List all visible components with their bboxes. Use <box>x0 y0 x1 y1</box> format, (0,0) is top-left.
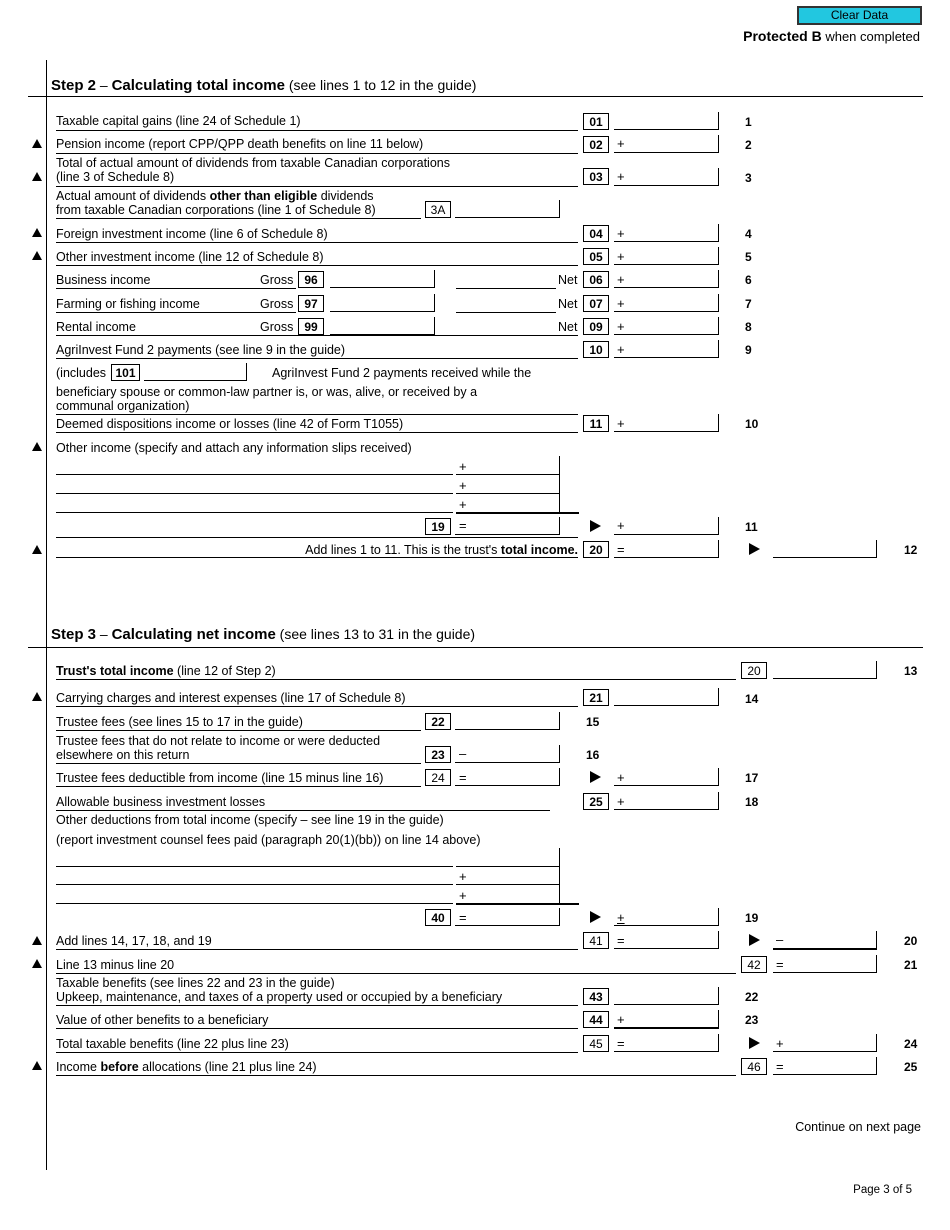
line-number-12: 12 <box>904 543 918 557</box>
code-25: 25 <box>583 793 609 810</box>
line19-field-end <box>559 517 560 535</box>
line24-field-end <box>876 1034 877 1052</box>
triangle-marker <box>32 139 42 148</box>
code-24: 24 <box>425 769 451 786</box>
line2-underline <box>56 153 578 154</box>
line45-field[interactable] <box>614 1034 718 1052</box>
triangle-marker <box>32 959 42 968</box>
arrow-right-icon <box>590 771 601 783</box>
line11-amount-field[interactable] <box>614 517 718 535</box>
line12-total-income-field[interactable] <box>773 540 876 558</box>
plus-sign: + <box>617 518 625 533</box>
line15-amount-field[interactable] <box>455 712 559 730</box>
line-number-21: 21 <box>904 958 918 972</box>
line3-amount-field[interactable] <box>614 168 718 186</box>
line12-label <box>305 543 578 557</box>
other-deductions-amt-1[interactable] <box>456 866 559 867</box>
line17-field-end <box>718 768 719 786</box>
line3-label-a: Total of actual amount of dividends from taxable Canadian corporations <box>56 156 450 170</box>
code-03: 03 <box>583 168 609 185</box>
protected-b-notice <box>743 28 920 44</box>
plus-sign: + <box>459 459 467 474</box>
line23-label: Value of other benefits to a beneficiary <box>56 1013 269 1027</box>
line3A-amount-field[interactable] <box>455 200 559 218</box>
line25-label <box>56 1060 317 1074</box>
line11-field-end <box>718 517 719 535</box>
includes-text-b: AgriInvest Fund 2 payments received while the <box>272 366 532 380</box>
line-number-24: 24 <box>904 1037 918 1051</box>
page-number: Page 3 of 5 <box>853 1184 912 1196</box>
line-number-15: 15 <box>586 715 600 729</box>
line7-field-end <box>718 294 719 312</box>
line20-field-end <box>718 540 719 558</box>
plus-sign: + <box>459 869 467 884</box>
line4-label: Foreign investment income (line 6 of Schedule 8) <box>56 227 328 241</box>
line24-underline <box>56 1052 578 1053</box>
line20-total-field[interactable] <box>614 540 718 558</box>
plus-sign: + <box>459 497 467 512</box>
line21-field-end <box>876 955 877 973</box>
protected-b-label: Protected B <box>743 28 822 44</box>
line45-field-end <box>718 1034 719 1052</box>
line-number-20: 20 <box>904 934 918 948</box>
other-income-spec-2[interactable] <box>56 493 453 494</box>
code-02: 02 <box>583 136 609 153</box>
line8-amount-field[interactable] <box>614 317 718 335</box>
business-net-underline <box>456 288 556 289</box>
line13-amount-field[interactable] <box>773 661 876 679</box>
agriinvest-101-field[interactable] <box>144 363 246 381</box>
line7-underline <box>56 312 296 313</box>
protected-b-suffix: when completed <box>821 29 920 44</box>
equals-sign: = <box>776 1059 784 1074</box>
other-deductions-spec-3[interactable] <box>56 903 453 904</box>
code-46: 46 <box>741 1058 767 1075</box>
line19-amount-field[interactable] <box>614 908 718 926</box>
line5-field-end <box>718 247 719 265</box>
step2-title-step: Step 2 <box>51 77 97 94</box>
farming-gross-end <box>434 294 435 312</box>
code-41: 41 <box>583 932 609 949</box>
line14-label: Carrying charges and interest expenses (line 17 of Schedule 8) <box>56 691 406 705</box>
line24-label: Total taxable benefits (line 22 plus line 23) <box>56 1037 289 1051</box>
code-01: 01 <box>583 113 609 130</box>
net-label: Net <box>558 320 578 334</box>
line16-amount-field[interactable] <box>455 745 559 763</box>
arrow-right-icon <box>590 911 601 923</box>
code-05: 05 <box>583 248 609 265</box>
net-label: Net <box>558 273 578 287</box>
line16-label-b: elsewhere on this return <box>56 748 190 762</box>
code-40: 40 <box>425 909 451 926</box>
other-income-amt-2[interactable] <box>456 493 559 494</box>
plus-sign: + <box>459 478 467 493</box>
line17-subtotal-field[interactable] <box>455 768 559 786</box>
line2-label: Pension income (report CPP/QPP death benefits on line 11 below) <box>56 137 424 151</box>
line3A-text-pre: Actual amount of dividends <box>56 189 210 203</box>
equals-sign: = <box>459 770 467 785</box>
code-3A: 3A <box>425 201 451 218</box>
code-99: 99 <box>298 318 324 335</box>
line20-field-end <box>876 931 877 950</box>
line20-underline <box>56 949 578 950</box>
line23-field-end <box>718 1010 719 1029</box>
farming-net-underline <box>456 312 556 313</box>
line22-field-end <box>718 987 719 1005</box>
plus-sign: + <box>617 169 625 184</box>
line-number-13: 13 <box>904 664 918 678</box>
line10-topline <box>56 414 578 415</box>
triangle-marker <box>32 545 42 554</box>
line14-amount-field[interactable] <box>614 688 718 706</box>
equals-sign: = <box>617 1036 625 1051</box>
line10-field-end <box>718 414 719 432</box>
line13-label <box>56 664 276 678</box>
triangle-marker <box>32 692 42 701</box>
line6-label: Business income <box>56 273 151 287</box>
line2-amount-field[interactable] <box>614 135 718 153</box>
includes-open-label: (includes <box>56 366 107 380</box>
line-number-2: 2 <box>745 138 752 152</box>
code-10: 10 <box>583 341 609 358</box>
other-deductions-amt-3[interactable] <box>456 903 579 905</box>
line-number-4: 4 <box>745 227 752 241</box>
line-number-11: 11 <box>745 520 758 534</box>
step3-title-main: Calculating net income <box>111 626 276 643</box>
minus-sign: – <box>459 746 467 761</box>
other-income-amt-3[interactable] <box>456 512 579 514</box>
code-23: 23 <box>425 746 451 763</box>
line9-field-end <box>718 340 719 358</box>
line-number-7: 7 <box>745 297 752 311</box>
line6-underline <box>56 288 296 289</box>
line-number-1: 1 <box>745 115 752 129</box>
line19-field-end <box>718 908 719 926</box>
step2-title-note: (see lines 1 to 12 in the guide) <box>284 77 477 93</box>
line22-underline <box>56 1005 578 1006</box>
line1-amount-field[interactable] <box>614 112 718 130</box>
line25-underline <box>56 1075 736 1076</box>
line5-amount-field[interactable] <box>614 247 718 265</box>
line22-label-a: Taxable benefits (see lines 22 and 23 in the guide) <box>56 976 335 990</box>
line25-text-pre: Income <box>56 1060 101 1074</box>
line15-field-end <box>559 712 560 730</box>
line8-field-end <box>718 317 719 335</box>
line18-label: Allowable business investment losses <box>56 795 266 809</box>
left-margin-rule <box>46 60 47 1170</box>
plus-sign: + <box>617 770 625 785</box>
line9-underline <box>56 358 578 359</box>
clear-data-button[interactable]: Clear Data <box>797 6 922 25</box>
plus-sign: + <box>617 296 625 311</box>
line-number-5: 5 <box>745 250 752 264</box>
line41-field[interactable] <box>614 931 718 949</box>
plus-sign: + <box>776 1036 784 1051</box>
line7-amount-field[interactable] <box>614 294 718 312</box>
line3A-text-bold: other than eligible <box>209 189 318 203</box>
line-number-6: 6 <box>745 273 752 287</box>
other-income-spec-1[interactable] <box>56 474 453 475</box>
arrow-right-icon <box>749 543 760 555</box>
other-income-amt-1[interactable] <box>456 474 559 475</box>
line23-underline <box>56 1028 578 1029</box>
code-20-ref: 20 <box>741 662 767 679</box>
includes-text-c: beneficiary spouse or common-law partner is, or was, alive, or received by a <box>56 385 478 399</box>
line40-field-end <box>559 908 560 926</box>
code-07: 07 <box>583 295 609 312</box>
other-income-spec-3[interactable] <box>56 512 453 513</box>
line10-label: Deemed dispositions income or losses (line 42 of Form T1055) <box>56 417 404 431</box>
plus-sign: + <box>617 272 625 287</box>
gross-label: Gross <box>260 297 294 311</box>
arrow-right-icon <box>590 520 601 532</box>
code-42: 42 <box>741 956 767 973</box>
line6-amount-field[interactable] <box>614 270 718 288</box>
line25-amount-field[interactable] <box>773 1057 876 1075</box>
business-gross-end <box>434 270 435 288</box>
line25-text-bold: before <box>100 1060 139 1074</box>
agriinvest-101-end <box>246 363 247 381</box>
code-44: 44 <box>583 1011 609 1028</box>
line-number-9: 9 <box>745 343 752 357</box>
other-deductions-amt-2[interactable] <box>456 884 559 885</box>
line23-amount-field[interactable] <box>614 1027 718 1029</box>
triangle-marker <box>32 228 42 237</box>
line5-underline <box>56 265 578 266</box>
line21-label: Line 13 minus line 20 <box>56 958 175 972</box>
line22-amount-field[interactable] <box>614 987 718 1005</box>
code-22: 22 <box>425 713 451 730</box>
line-number-10: 10 <box>745 417 759 431</box>
line16-field-end <box>559 745 560 763</box>
line3A-field-end <box>559 200 560 218</box>
line13-text-rest: (line 12 of Step 2) <box>173 664 276 678</box>
code-21: 21 <box>583 689 609 706</box>
arrow-right-icon <box>749 1037 760 1049</box>
step3-title <box>51 626 475 643</box>
plus-sign: + <box>617 1012 625 1027</box>
line19-label-b: (report investment counsel fees paid (paragraph 20(1)(bb)) on line 14 above) <box>56 833 481 847</box>
triangle-marker <box>32 442 42 451</box>
line-number-8: 8 <box>745 320 752 334</box>
line3-label-b: (line 3 of Schedule 8) <box>56 170 175 184</box>
code-20: 20 <box>583 541 609 558</box>
code-11: 11 <box>583 415 609 432</box>
business-gross-field[interactable] <box>330 270 434 288</box>
line11-label: Other income (specify and attach any information slips received) <box>56 441 412 455</box>
line24-amount-field[interactable] <box>773 1034 876 1052</box>
line-number-23: 23 <box>745 1013 759 1027</box>
line-number-16: 16 <box>586 748 600 762</box>
gross-label: Gross <box>260 273 294 287</box>
code-101: 101 <box>111 364 140 381</box>
gross-label: Gross <box>260 320 294 334</box>
line7-label: Farming or fishing income <box>56 297 200 311</box>
code-43: 43 <box>583 988 609 1005</box>
line18-amount-field[interactable] <box>614 792 718 810</box>
line16-underline <box>56 763 421 764</box>
step3-title-dash: – <box>96 626 112 642</box>
line-number-3: 3 <box>745 171 752 185</box>
line41-field-end <box>718 931 719 949</box>
line3-field-end <box>718 168 719 186</box>
triangle-marker <box>32 1061 42 1070</box>
line-number-25: 25 <box>904 1060 918 1074</box>
line3A-underline <box>56 218 421 219</box>
line3-underline <box>56 186 578 187</box>
line20-total-field[interactable] <box>773 948 876 950</box>
line13-underline <box>56 679 736 680</box>
line9-amount-field[interactable] <box>614 340 718 358</box>
line4-field-end <box>718 224 719 242</box>
line12-field-end <box>876 540 877 558</box>
step3-title-note: (see lines 13 to 31 in the guide) <box>275 626 476 642</box>
equals-sign: = <box>459 910 467 925</box>
line20-label: Add lines 14, 17, 18, and 19 <box>56 934 212 948</box>
line12-underline <box>56 557 578 558</box>
line13-text-bold: Trust's total income <box>56 664 174 678</box>
line13-field-end <box>876 661 877 679</box>
rental-gross-end <box>434 317 435 335</box>
other-deductions-column-rule <box>559 848 560 905</box>
line3A-text-post: dividends <box>317 189 374 203</box>
line17-amount-field[interactable] <box>614 768 718 786</box>
line9-label: AgriInvest Fund 2 payments (see line 9 in the guide) <box>56 343 346 357</box>
line3A-label-a <box>56 189 374 203</box>
other-deductions-spec-2[interactable] <box>56 884 453 885</box>
line17-underline <box>56 786 421 787</box>
line10-underline <box>56 432 578 433</box>
line21-underline <box>56 973 736 974</box>
line8-label: Rental income <box>56 320 136 334</box>
plus-sign: + <box>617 910 625 925</box>
line25-text-post: allocations (line 21 plus line 24) <box>138 1060 317 1074</box>
plus-sign: + <box>617 136 625 151</box>
line1-underline <box>56 130 578 131</box>
line18-underline <box>56 810 550 811</box>
code-04: 04 <box>583 225 609 242</box>
code-19: 19 <box>425 518 451 535</box>
plus-sign: + <box>617 794 625 809</box>
line-number-18: 18 <box>745 795 759 809</box>
triangle-marker <box>32 251 42 260</box>
other-income-column-rule <box>559 456 560 514</box>
line22-label-b: Upkeep, maintenance, and taxes of a property used or occupied by a beneficiary <box>56 990 503 1004</box>
step2-title-main: Calculating total income <box>111 77 285 94</box>
line14-underline <box>56 706 578 707</box>
equals-sign: = <box>776 957 784 972</box>
line-number-17: 17 <box>745 771 759 785</box>
line1-field-end <box>718 112 719 130</box>
step3-title-rule <box>28 647 923 648</box>
other-deductions-spec-1[interactable] <box>56 866 453 867</box>
line19-label-a: Other deductions from total income (specify – see line 19 in the guide) <box>56 813 444 827</box>
line14-field-end <box>718 688 719 706</box>
step2-title-dash: – <box>96 77 112 93</box>
line8-underline <box>56 335 578 336</box>
line11-separator <box>56 537 578 538</box>
line12-text-pre: Add lines 1 to 11. This is the trust's <box>305 543 501 557</box>
code-97: 97 <box>298 295 324 312</box>
code-09: 09 <box>583 318 609 335</box>
equals-sign: = <box>459 518 467 533</box>
equals-sign: = <box>617 933 625 948</box>
plus-sign: + <box>617 226 625 241</box>
line17-label: Trustee fees deductible from income (line 15 minus line 16) <box>56 771 384 785</box>
line16-label-a: Trustee fees that do not relate to income or were deducted <box>56 734 381 748</box>
line18-field-end <box>718 792 719 810</box>
arrow-right-icon <box>749 934 760 946</box>
rental-gross-field[interactable] <box>330 317 434 335</box>
line-number-14: 14 <box>745 692 759 706</box>
line15-underline <box>56 730 421 731</box>
step3-title-step: Step 3 <box>51 626 97 643</box>
plus-sign: + <box>617 319 625 334</box>
step2-title <box>51 77 476 94</box>
line-number-22: 22 <box>745 990 759 1004</box>
minus-sign: – <box>776 932 784 947</box>
plus-sign: + <box>459 888 467 903</box>
line21-amount-field[interactable] <box>773 955 876 973</box>
line5-label: Other investment income (line 12 of Schedule 8) <box>56 250 324 264</box>
net-label: Net <box>558 297 578 311</box>
line17-subtotal-end <box>559 768 560 786</box>
line6-field-end <box>718 270 719 288</box>
includes-text-d: communal organization) <box>56 399 190 413</box>
farming-gross-field[interactable] <box>330 294 434 312</box>
plus-sign: + <box>617 416 625 431</box>
line15-label: Trustee fees (see lines 15 to 17 in the guide) <box>56 715 303 729</box>
line3A-label-b: from taxable Canadian corporations (line 1 of Schedule 8) <box>56 203 376 217</box>
plus-sign: + <box>617 249 625 264</box>
line2-field-end <box>718 135 719 153</box>
code-96: 96 <box>298 271 324 288</box>
equals-sign: = <box>617 542 625 557</box>
line4-amount-field[interactable] <box>614 224 718 242</box>
line19-subtotal-field[interactable] <box>455 517 559 535</box>
line4-underline <box>56 242 578 243</box>
triangle-marker <box>32 936 42 945</box>
plus-sign: + <box>617 342 625 357</box>
continue-next-page: Continue on next page <box>795 1120 921 1134</box>
line10-amount-field[interactable] <box>614 414 718 432</box>
code-45: 45 <box>583 1035 609 1052</box>
line12-text-bold: total income. <box>500 543 578 557</box>
line1-label: Taxable capital gains (line 24 of Schedule 1) <box>56 114 301 128</box>
line25-field-end <box>876 1057 877 1075</box>
line40-subtotal-field[interactable] <box>455 908 559 926</box>
code-06: 06 <box>583 271 609 288</box>
step2-title-rule <box>28 96 923 97</box>
triangle-marker <box>32 172 42 181</box>
line-number-19: 19 <box>745 911 759 925</box>
